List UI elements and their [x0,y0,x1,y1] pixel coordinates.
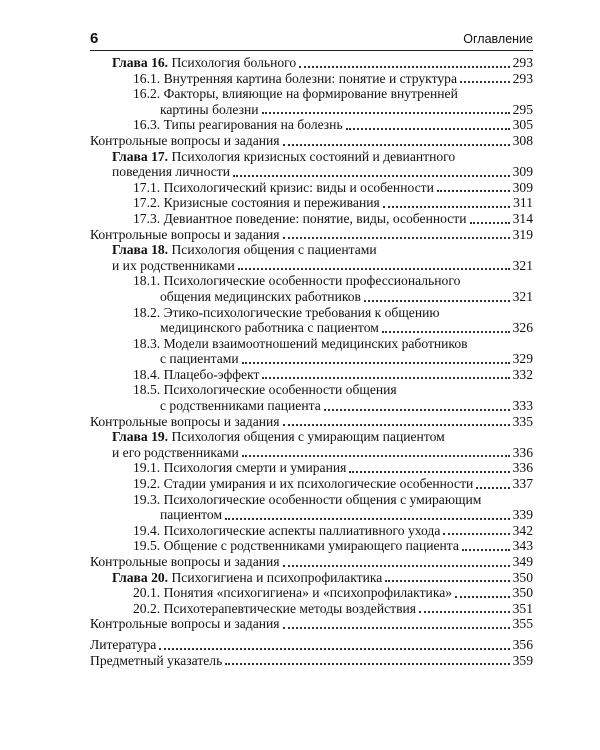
toc-entry-title [160,398,321,414]
toc-entry-title [133,538,459,554]
page-header [90,30,533,50]
toc-entry[interactable] [90,653,533,669]
toc-page-number: 342 [512,522,533,538]
toc-page-number: 356 [512,636,533,652]
toc-entry-text: 19.2. Стадии умирания и их психологические особенности [133,476,474,492]
dot-leader [383,202,510,208]
toc-entry-title [112,149,455,165]
toc-entry-text: 19.5. Общение с родственниками умирающего пациента [133,538,459,554]
toc-entry-title [90,616,280,632]
toc-entry-title [112,445,239,461]
toc-page-number: 295 [512,101,533,117]
dot-leader [437,186,510,192]
toc-page-number: 309 [512,164,533,180]
toc-entry-text: 20.1. Понятия «психогигиена» и «психопрофилактика» [133,585,453,601]
toc-entry-title [133,71,457,87]
toc-entry-text: 17.3. Девиантное поведение: понятие, виды, особенности [133,210,467,226]
dot-leader [460,77,510,83]
toc-entry[interactable] [90,637,533,653]
toc-entry-text: 18.1. Психологические особенности профессионального [133,273,461,289]
toc-entry-text: 17.2. Кризисные состояния и переживания [133,195,380,211]
header-rule [90,50,533,51]
dot-leader [476,483,509,489]
toc-entry[interactable] [90,414,533,430]
dot-leader [455,592,510,598]
toc-entry-title [112,242,377,258]
toc-entry[interactable] [90,398,533,414]
toc-page-number: 355 [512,616,533,632]
toc-entry-title [90,227,280,243]
dot-leader [283,561,510,567]
toc-page-number: 335 [512,413,533,429]
toc-entry-title [112,570,382,586]
toc-page-number: 332 [512,366,533,382]
toc-entry-title [112,258,235,274]
toc-page-number: 309 [512,179,533,195]
toc-entry-title [90,637,156,653]
toc-entry-text: 19.3. Психологические особенности общения с умирающим [133,491,482,507]
toc-entry[interactable] [90,242,533,258]
toc-entry-text: Психология кризисных состояний и девиантного [168,148,456,164]
toc-page-number: 308 [512,132,533,148]
toc-entry[interactable] [90,616,533,632]
toc-entry[interactable] [90,164,533,180]
toc-page-number: 337 [512,476,533,492]
toc-entry[interactable] [90,382,533,398]
dot-leader [242,358,510,364]
chapter-label: Глава 20. [112,569,169,585]
toc-entry-text: и их родственниками [112,257,235,273]
toc-entry-title [133,273,460,289]
toc-entry[interactable] [90,133,533,149]
toc-entry[interactable] [90,102,533,118]
dot-leader [299,62,509,68]
toc-entry-title [133,211,467,227]
toc-entry[interactable] [90,305,533,321]
toc-entry-text: картины болезни [160,101,259,117]
dot-leader [385,576,509,582]
toc-page-number: 319 [512,226,533,242]
toc-entry-text: Психогигиена и психопрофилактика [168,569,383,585]
toc-entry-title [133,86,458,102]
toc-entry-text: 18.4. Плацебо-эффект [133,366,260,382]
dot-leader [324,405,510,411]
toc-entry-text: Контрольные вопросы и задания [90,226,280,242]
toc-entry-title [133,195,380,211]
dot-leader [238,264,510,270]
toc-entry-title [160,289,361,305]
dot-leader [283,233,510,239]
toc-entry-text: Предметный указатель [90,652,223,668]
toc-entry[interactable] [90,523,533,539]
toc-entry-text: с родственниками пациента [160,398,321,414]
toc-entry-text: пациентом [160,507,223,523]
toc-entry[interactable] [90,445,533,461]
toc-entry[interactable] [90,55,533,71]
dot-leader [419,607,510,613]
toc-entry-title [133,117,343,133]
toc-entry-text: поведения личности [112,164,230,180]
toc-entry[interactable] [90,601,533,617]
dot-leader [242,451,510,457]
toc-entry[interactable] [90,211,533,227]
toc-entry-text: и его родственниками [112,444,239,460]
toc-entry-text: 16.3. Типы реагирования на болезнь [133,117,343,133]
toc-entry[interactable] [90,492,533,508]
toc-entry[interactable] [90,538,533,554]
toc-entry-title [133,460,346,476]
toc-entry-text: 16.1. Внутренняя картина болезни: понятие и структура [133,70,457,86]
toc-entry[interactable] [90,476,533,492]
toc-entry[interactable] [90,86,533,102]
toc-entry-title [133,476,473,492]
toc-entry-text: Психология больного [168,55,297,70]
toc-entry-title [133,382,397,398]
toc-entry-text: 18.5. Психологические особенности общения [133,382,397,398]
dot-leader [159,644,509,650]
chapter-label: Глава 19. [112,429,169,445]
toc-entry-title [133,367,259,383]
toc-entry-title [133,180,434,196]
toc-entry[interactable] [90,180,533,196]
toc-entry-title [90,133,280,149]
toc-entry[interactable] [90,554,533,570]
toc-entry[interactable] [90,351,533,367]
dot-leader [283,420,510,426]
toc-entry-text: Психология общения с пациентами [168,242,377,258]
toc-entry-text: Контрольные вопросы и задания [90,616,280,632]
toc-page-number: 321 [512,257,533,273]
dot-leader [233,171,510,177]
toc-entry-title [160,320,379,336]
toc-page-number: 343 [512,538,533,554]
table-of-contents [90,55,533,668]
toc-entry[interactable] [90,320,533,336]
toc-entry-title [133,305,440,321]
chapter-label: Глава 16. [112,55,169,70]
dot-leader [470,218,510,224]
toc-entry-title [160,102,259,118]
toc-entry[interactable] [90,367,533,383]
toc-page-number: 305 [512,117,533,133]
toc-entry-title [133,585,452,601]
dot-leader [262,373,509,379]
toc-entry[interactable] [90,507,533,523]
toc-entry-title [90,414,280,430]
toc-page-number: 359 [512,652,533,668]
toc-entry-text: с пациентами [160,351,239,367]
dot-leader [262,108,510,114]
toc-entry-title [112,164,230,180]
toc-page-number: 314 [512,210,533,226]
toc-page-number: 329 [512,351,533,367]
toc-page-number: 339 [512,507,533,523]
toc-entry-text: Литература [90,636,157,652]
toc-entry-title [160,507,222,523]
toc-entry[interactable] [90,336,533,352]
toc-entry[interactable] [90,227,533,243]
toc-entry[interactable] [90,117,533,133]
toc-entry-title [133,336,468,352]
running-title: Оглавление [463,32,533,46]
toc-page-number: 351 [512,600,533,616]
dot-leader [225,659,509,665]
toc-page-number: 336 [512,444,533,460]
toc-entry[interactable] [90,273,533,289]
dot-leader [283,623,510,629]
dot-leader [349,467,509,473]
toc-entry-title [90,653,222,669]
toc-entry-title [133,601,416,617]
toc-page-number: 333 [512,398,533,414]
toc-entry-title [133,492,481,508]
toc-entry[interactable] [90,195,533,211]
dot-leader [364,296,510,302]
toc-entry-title [112,55,296,71]
chapter-label: Глава 18. [112,242,169,258]
dot-leader [346,124,510,130]
toc-entry-text: 19.4. Психологические аспекты паллиативного ухода [133,522,441,538]
toc-entry[interactable] [90,258,533,274]
toc-entry-text: 18.3. Модели взаимоотношений медицинских работников [133,335,468,351]
toc-entry-title [133,523,440,539]
toc-entry[interactable] [90,460,533,476]
toc-entry-text: общения медицинских работников [160,288,361,304]
toc-entry-text: 19.1. Психология смерти и умирания [133,460,347,476]
toc-page-number: 349 [512,554,533,569]
toc-page-number: 293 [512,70,533,86]
toc-entry-text: 18.2. Этико-психологические требования к общению [133,304,440,320]
toc-entry-text: Контрольные вопросы и задания [90,413,280,429]
toc-page-number: 350 [512,585,533,601]
toc-entry[interactable] [90,429,533,445]
toc-entry-title [160,351,239,367]
page-number: 6 [90,30,99,47]
dot-leader [283,140,510,146]
toc-entry-text: Контрольные вопросы и задания [90,132,280,148]
toc-page-number: 326 [512,320,533,336]
toc-entry-text: 16.2. Факторы, влияющие на формирование внутренней [133,86,458,102]
toc-entry-text: Психология общения с умирающим пациентом [168,429,445,445]
toc-entry-text: Контрольные вопросы и задания [90,554,280,569]
toc-page-number: 321 [512,288,533,304]
toc-entry-title [90,554,280,570]
toc-page-number: 293 [512,55,533,70]
toc-entry-text: 20.2. Психотерапевтические методы воздействия [133,600,417,616]
dot-leader [225,514,510,520]
toc-entry-title [112,429,445,445]
toc-entry[interactable] [90,570,533,586]
dot-leader [462,545,510,551]
toc-page-number: 311 [513,195,533,211]
toc-entry-text: 17.1. Психологический кризис: виды и особенности [133,179,434,195]
dot-leader [382,327,510,333]
chapter-label: Глава 17. [112,148,169,164]
toc-entry[interactable] [90,71,533,87]
toc-entry[interactable] [90,289,533,305]
toc-entry[interactable] [90,149,533,165]
toc-page-number: 336 [512,460,533,476]
toc-entry-text: медицинского работника с пациентом [160,320,379,336]
dot-leader [443,529,509,535]
toc-page-number: 350 [512,569,533,585]
toc-entry[interactable] [90,585,533,601]
